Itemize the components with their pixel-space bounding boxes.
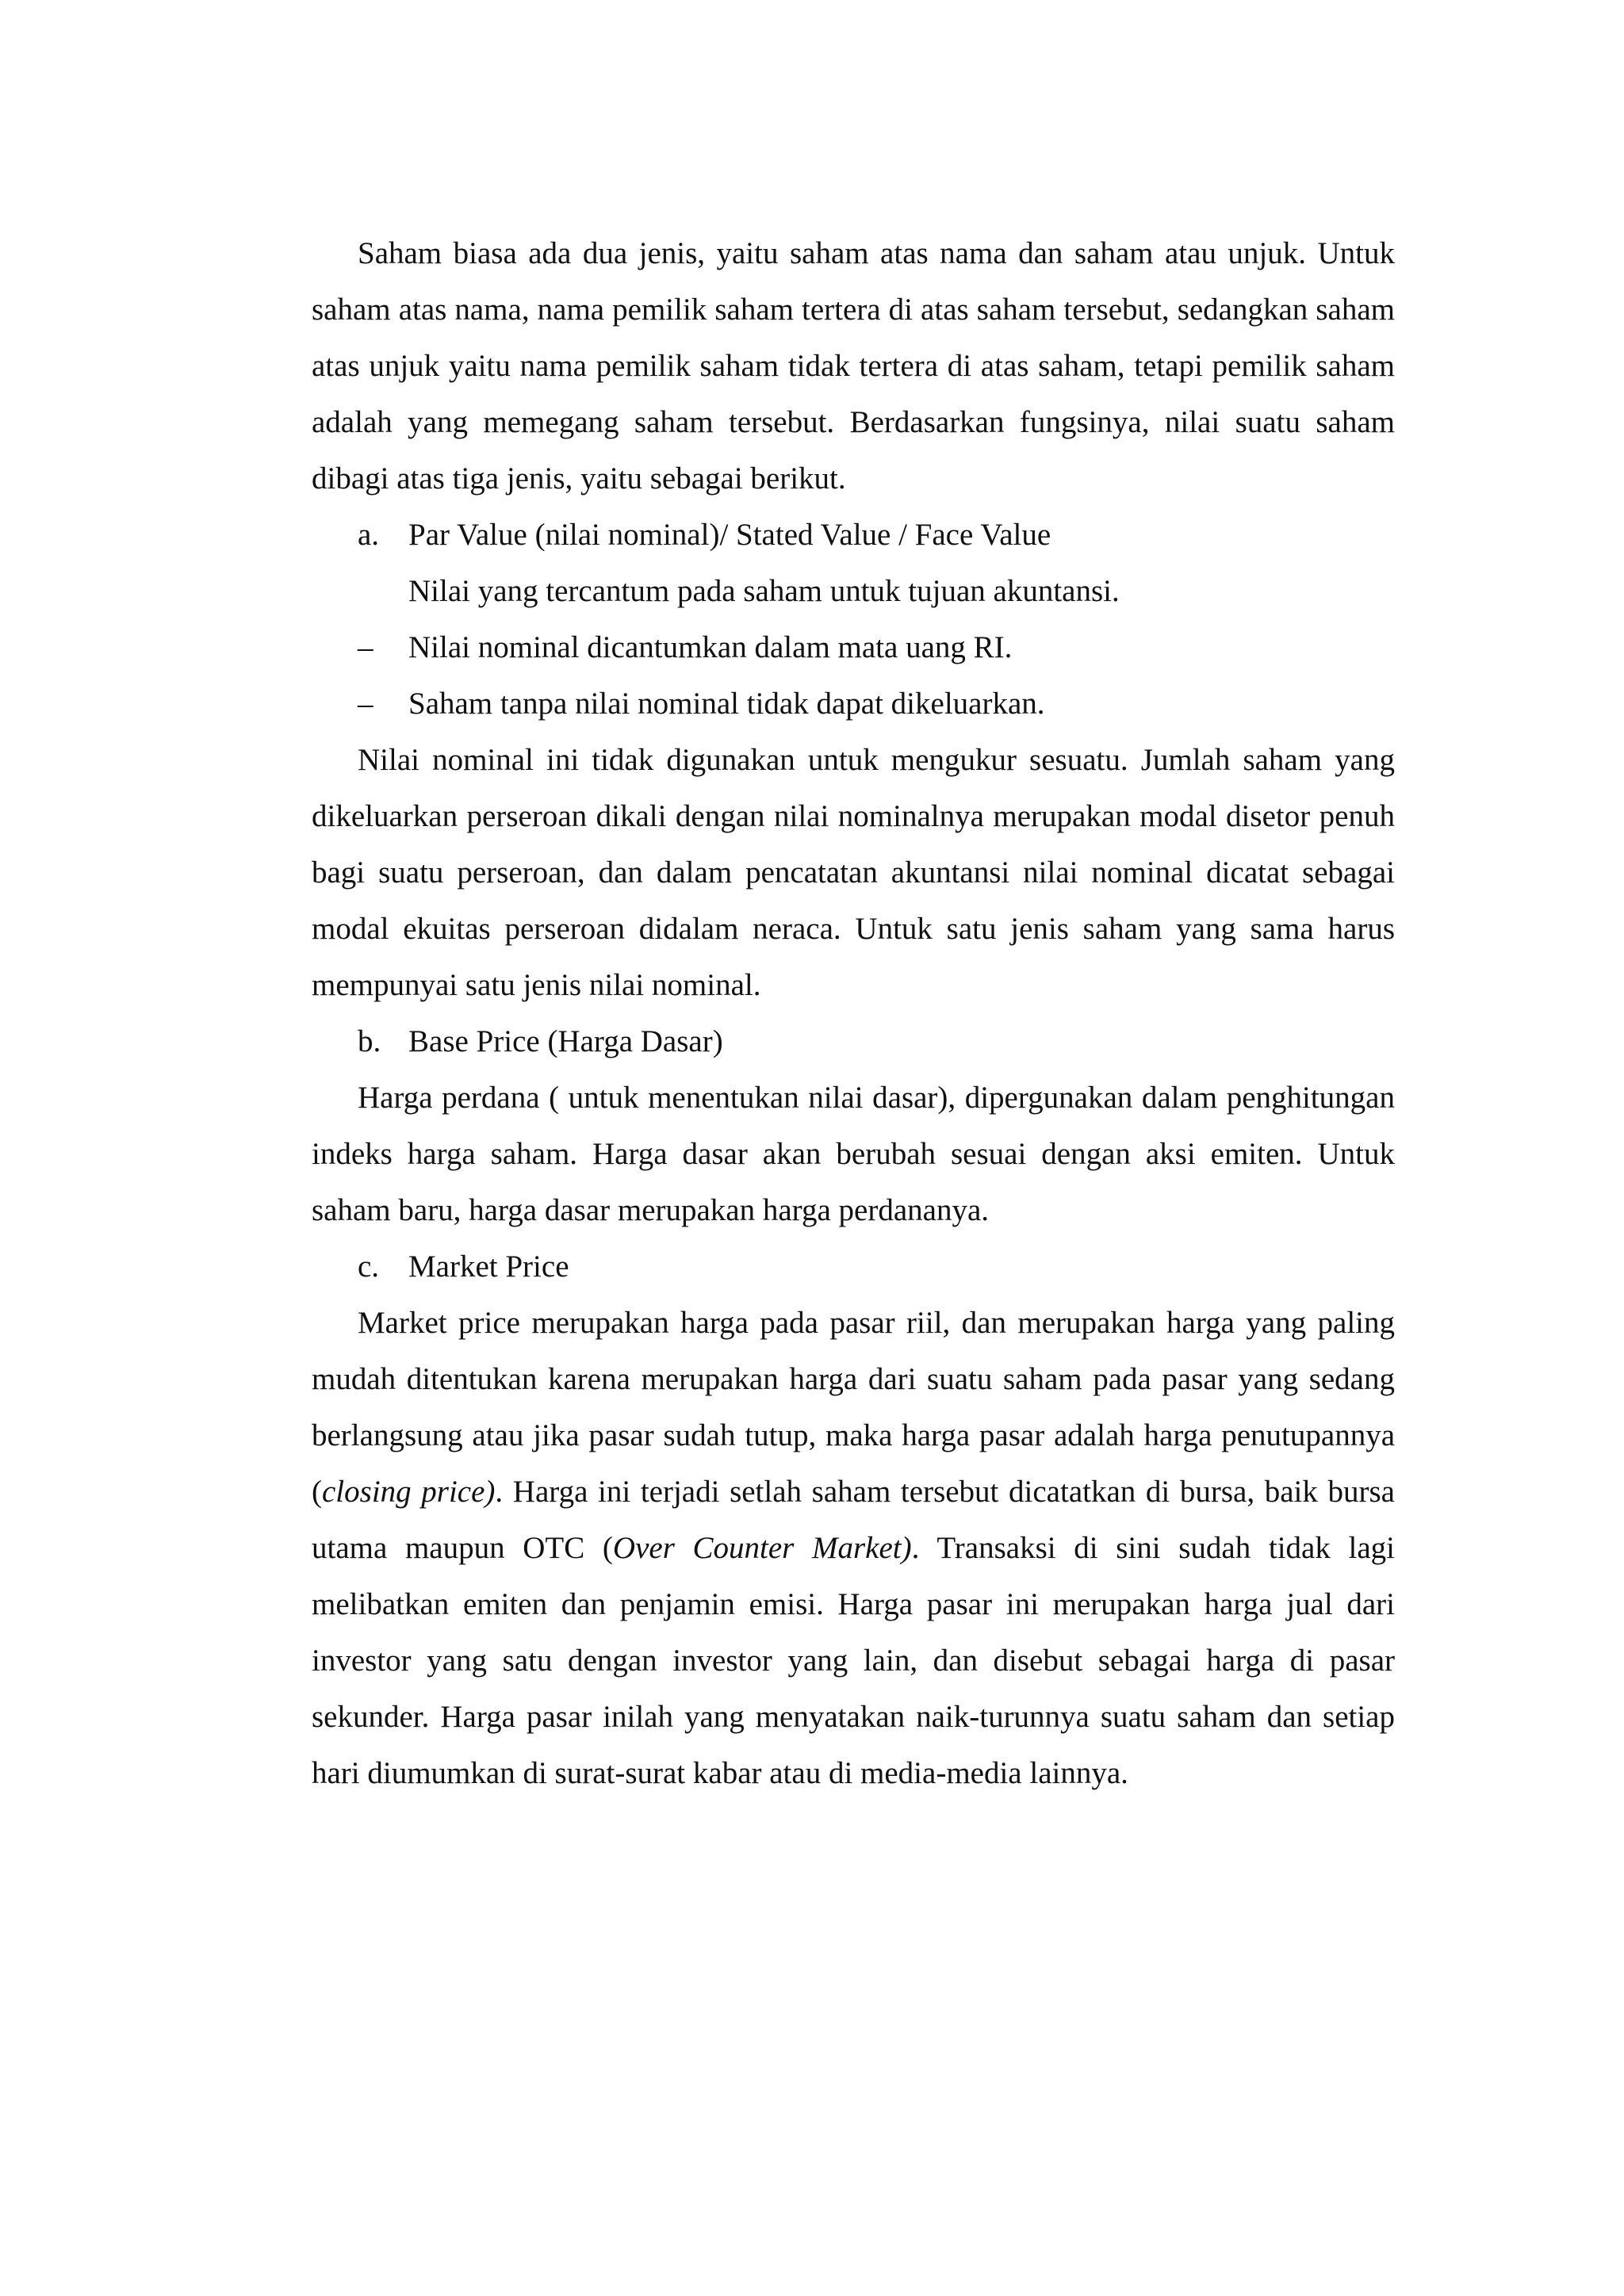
market-price-text-2: . Harga ini terjadi setlah saham tersebut dicatatkan di bursa, baik bursa utama maupun OTC ( [312,1475,1395,1565]
otc-term: Over Counter Market) [612,1531,912,1565]
market-price-paragraph [312,1295,1395,1801]
list-item-a-description: Nilai yang tercantum pada saham untuk tujuan akuntansi. [408,574,1120,608]
list-marker-b: b. [358,1024,381,1058]
list-marker-a: a. [358,518,380,552]
list-item-b-title [312,1013,1395,1070]
base-price-paragraph: Harga perdana ( untuk menentukan nilai dasar), dipergunakan dalam penghitungan indeks harga saham. Harga dasar akan berubah sesuai dengan aksi emiten. Untuk saham baru, harga dasar merupakan harga perdananya. [312,1081,1395,1227]
dash-marker: – [358,630,373,664]
par-value-paragraph: Nilai nominal ini tidak digunakan untuk mengukur sesuatu. Jumlah saham yang dikeluarkan perseroan dikali dengan nilai nominalnya merupakan modal disetor penuh bagi suatu perseroan, dan dalam pencatatan akuntansi nilai nominal dicatat sebagai modal ekuitas perseroan didalam neraca. Untuk satu jenis saham yang sama harus mempunyai satu jenis nilai nominal. [312,743,1395,1002]
list-marker-c: c. [358,1249,380,1284]
closing-price-term: closing price) [322,1475,496,1509]
list-item-c-label: Market Price [408,1249,569,1284]
intro-paragraph: Saham biasa ada dua jenis, yaitu saham atas nama dan saham atau unjuk. Untuk saham atas nama, nama pemilik saham tertera di atas saham tersebut, sedangkan saham atas unjuk yaitu nama pemilik saham tidak tertera di atas saham, tetapi pemilik saham adalah yang memegang saham tersebut. Berdasarkan fungsinya, nilai suatu saham dibagi atas tiga jenis, yaitu sebagai berikut. [312,236,1395,496]
list-item-a-title [312,507,1395,563]
list-item-b-label: Base Price (Harga Dasar) [408,1024,723,1058]
list-item-c-title [312,1238,1395,1295]
document-page [312,225,1395,1801]
dash-bullet-text: Saham tanpa nilai nominal tidak dapat dikeluarkan. [408,687,1045,721]
list-item-a-label: Par Value (nilai nominal)/ Stated Value / Face Value [408,518,1051,552]
market-price-text-1: Market price merupakan harga pada pasar riil, dan merupakan harga yang paling mudah ditentukan karena merupakan harga dari suatu saham pada pasar yang sedang berlangsung atau jika pasar sudah tutup, maka harga pasar adalah harga penutupannya ( [312,1306,1395,1509]
market-price-text-3: . Transaksi di sini sudah tidak lagi melibatkan emiten dan penjamin emisi. Harga pasar ini merupakan harga jual dari investor yang satu dengan investor yang lain, dan disebut sebagai harga di pasar sekunder. Harga pasar inilah yang menyatakan naik-turunnya suatu saham dan setiap hari diumumkan di surat-surat kabar atau di media-media lainnya. [312,1531,1395,1790]
dash-bullet-1 [312,619,1395,675]
dash-marker: – [358,687,373,721]
dash-bullet-text: Nilai nominal dicantumkan dalam mata uang RI. [408,630,1013,664]
dash-bullet-2 [312,675,1395,732]
